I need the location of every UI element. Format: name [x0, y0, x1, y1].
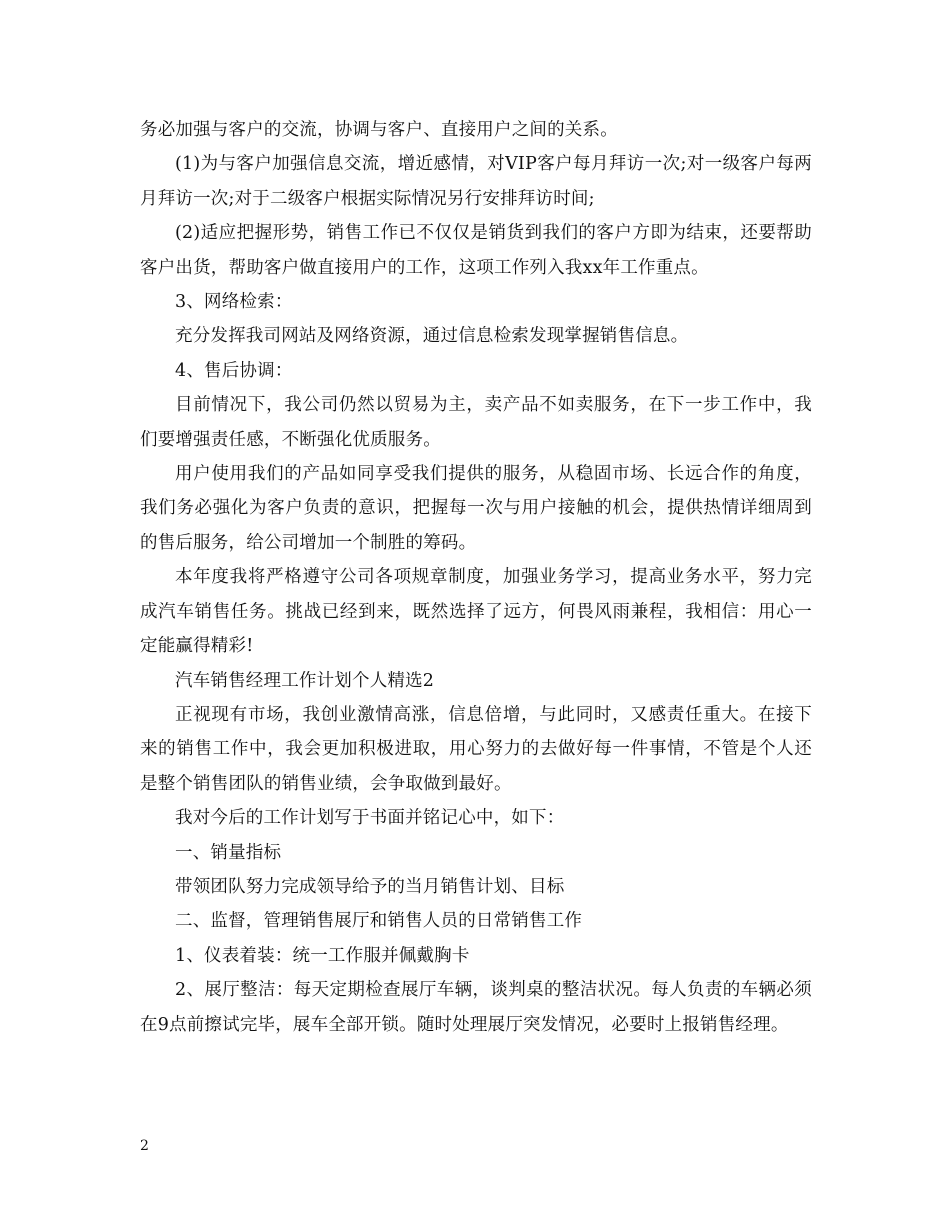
paragraph-7: 目前情况下，我公司仍然以贸易为主，卖产品不如卖服务，在下一步工作中，我们要增强责任感，不断强化优质服务。	[140, 395, 812, 450]
section-heading-after-sales: 4、售后协调：	[175, 360, 293, 381]
paragraph-8: 用户使用我们的产品如同享受我们提供的服务，从稳固市场、长远合作的角度，我们务必强化为客户负责的意识，把握每一次与用户接触的机会，提供热情详细周到的售后服务，给公司增加一个制胜的筹码。	[140, 464, 812, 553]
section-heading-supervision: 二、监督，管理销售展厅和销售人员的日常销售工作	[175, 911, 583, 932]
paragraph-1: 务必加强与客户的交流，协调与客户、直接用户之间的关系。	[140, 120, 618, 140]
page-number: 2	[140, 1138, 149, 1154]
paragraph-2: (1)为与客户加强信息交流，增近感情，对VIP客户每月拜访一次;对一级客户每两月拜访一次;对于二级客户根据实际情况另行安排拜访时间;	[140, 154, 812, 209]
paragraph-11: 正视现有市场，我创业激情高涨，信息倍增，与此同时，又感责任重大。在接下来的销售工作中，我会更加积极进取，用心努力的去做好每一件事情，不管是个人还是整个销售团队的销售业绩，会争取做到最好。	[140, 704, 812, 794]
section-heading-sales-target: 一、销量指标	[175, 842, 282, 863]
paragraph-5: 充分发挥我司网站及网络资源，通过信息检索发现掌握销售信息。	[175, 326, 689, 347]
paragraph-9: 本年度我将严格遵守公司各项规章制度，加强业务学习，提高业务水平，努力完成汽车销售任务。挑战已经到来，既然选择了远方，何畏风雨兼程，我相信：用心一定能赢得精彩!	[140, 567, 812, 657]
paragraph-17: 2、展厅整洁：每天定期检查展厅车辆，谈判桌的整洁状况。每人负责的车辆必须在9点前擦试完毕，展车全部开锁。随时处理展厅突发情况，必要时上报销售经理。	[140, 980, 812, 1035]
paragraph-3: (2)适应把握形势，销售工作已不仅仅是销货到我们的客户方即为结束，还要帮助客户出货，帮助客户做直接用户的工作，这项工作列入我xx年工作重点。	[140, 223, 812, 278]
document-body	[140, 113, 812, 1042]
paragraph-16: 1、仪表着装：统一工作服并佩戴胸卡	[175, 945, 470, 966]
paragraph-14: 带领团队努力完成领导给予的当月销售计划、目标	[175, 876, 565, 897]
section-heading-network-search: 3、网络检索：	[175, 292, 293, 313]
paragraph-12: 我对今后的工作计划写于书面并铭记心中，如下：	[175, 808, 565, 829]
article-title-2: 汽车销售经理工作计划个人精选2	[175, 670, 435, 691]
